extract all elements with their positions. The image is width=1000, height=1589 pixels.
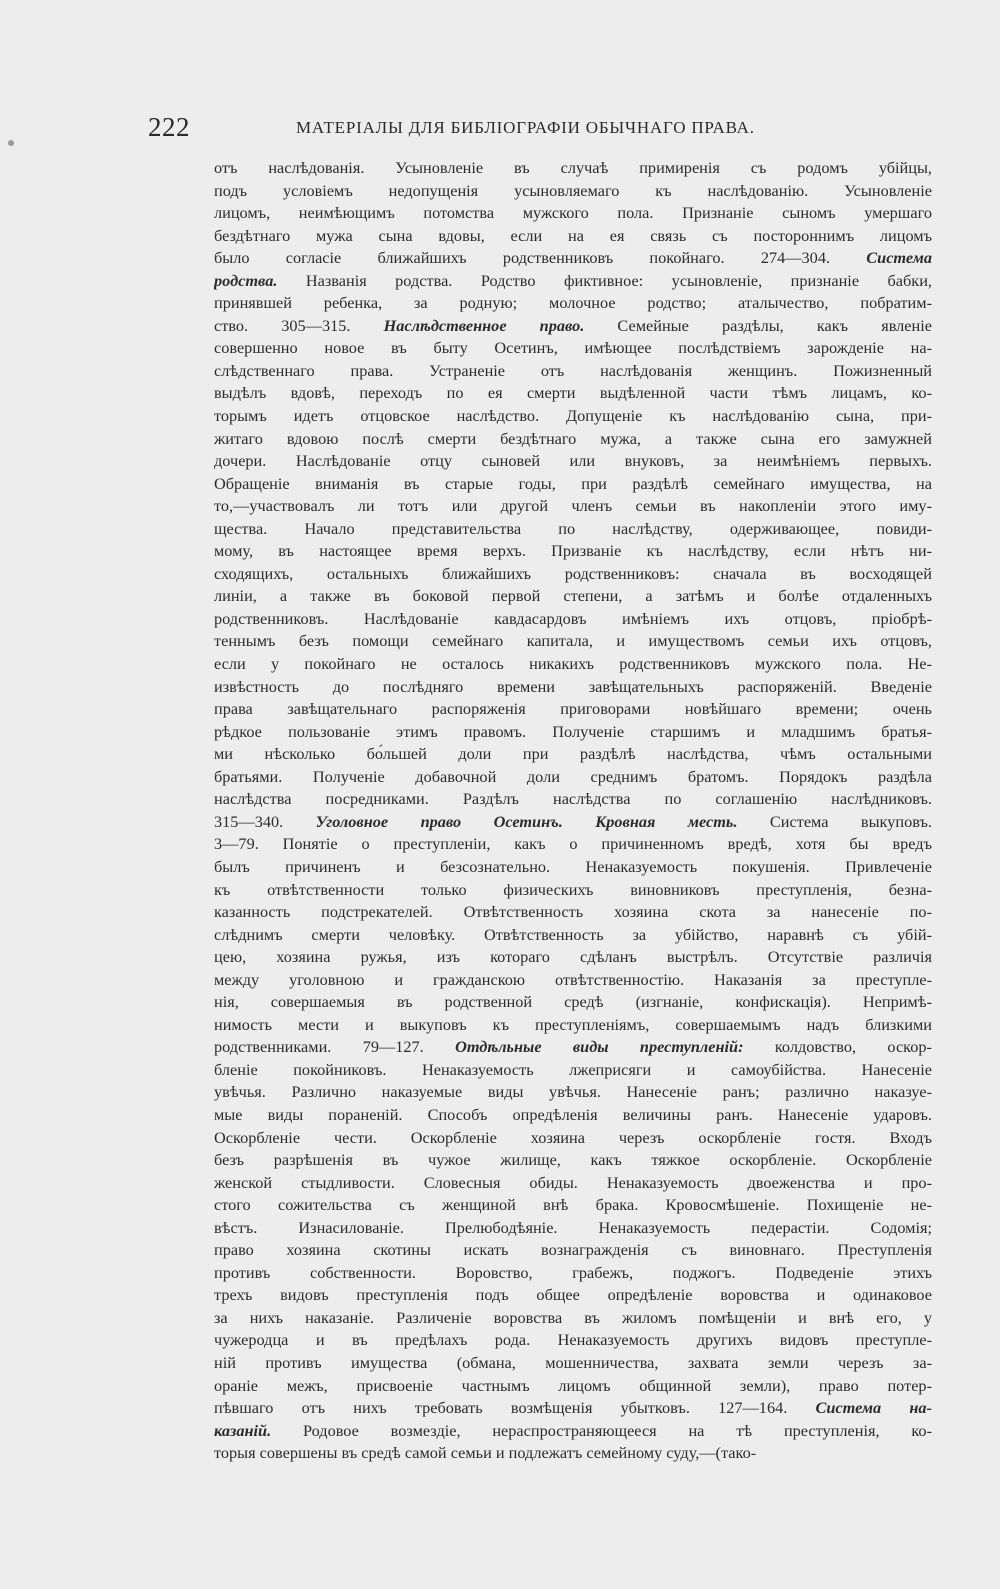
text-line: мые виды пораненій. Способъ опредѣленія величины ранъ. Нанесеніе ударовъ. — [214, 1104, 932, 1124]
text-line: увѣчья. Различно наказуемые виды увѣчья. Нанесеніе ранъ; различно наказуе- — [214, 1082, 932, 1102]
text-line: право хозяина скотины искать вознагражденія съ виновнаго. Преступленія — [214, 1240, 932, 1260]
text-line: торымъ идетъ отцовское наслѣдство. Допущеніе къ наслѣдованію сына, при- — [214, 406, 932, 426]
text-span: Родовое возмездіе, нераспространяющееся на тѣ преступленія, ко- — [271, 1420, 932, 1440]
text-line: права завѣщательнаго распоряженія приговорами новѣйшаго времени; очень — [214, 699, 932, 719]
text-line — [214, 1420, 932, 1443]
text-line: выдѣлъ вдовѣ, переходъ по ея смерти выдѣленной части тѣмъ лицамъ, ко- — [214, 383, 932, 403]
text-line: за нихъ наказаніе. Различеніе воровства въ жиломъ помѣщеніи и внѣ его, у — [214, 1307, 932, 1327]
text-line: ній противъ имущества (обмана, мошенничества, захвата земли черезъ за- — [214, 1352, 932, 1372]
text-span: Названія родства. Родство фиктивное: усыновленіе, признаніе бабки, — [277, 270, 932, 290]
text-line — [214, 247, 932, 270]
text-span: ство. 305—315. — [214, 315, 384, 335]
text-line: Оскорбленіе чести. Оскорбленіе хозяина черезъ оскорбленіе гостя. Входъ — [214, 1127, 932, 1147]
italic-heading: казаній. — [214, 1420, 272, 1440]
italic-heading: Уголовное право Осетинъ. Кровная месть. — [315, 811, 738, 831]
text-line — [214, 1397, 932, 1420]
text-line: теннымъ безъ помощи семейнаго капитала, и имуществомъ семьи ихъ отцовъ, — [214, 631, 932, 651]
margin-dot-mark — [8, 140, 14, 146]
text-line: отъ наслѣдованія. Усыновленіе въ случаѣ примиренія съ родомъ убійцы, — [214, 158, 932, 177]
text-line: Обращеніе вниманія въ старые годы, при раздѣлѣ семейнаго имущества, на — [214, 473, 932, 493]
text-line: трехъ видовъ преступленія подъ общее опредѣленіе воровства и одинаковое — [214, 1285, 932, 1305]
body-text — [214, 157, 932, 1465]
text-line: совершенно новое въ быту Осетинъ, имѣющее послѣдствіемъ зарожденіе на- — [214, 338, 932, 358]
text-line — [214, 1036, 932, 1059]
text-line: ми нѣсколько бо́льшей доли при раздѣлѣ наслѣдства, чѣмъ остальными — [214, 744, 932, 764]
text-line: нимость мести и выкуповъ къ преступленіямъ, совершаемымъ надъ близкими — [214, 1014, 932, 1034]
text-line: то,—участвовалъ ли тотъ или другой членъ семьи въ накопленіи этого иму- — [214, 496, 932, 516]
text-line: стого сожительства съ женщиной внѣ брака. Кровосмѣшеніе. Похищеніе не- — [214, 1195, 932, 1215]
text-line: 3—79. Понятіе о преступленіи, какъ о причиненномъ вредѣ, хотя бы вредъ — [214, 834, 932, 854]
text-line: цею, хозяина ружья, изъ котораго сдѣланъ выстрѣлъ. Отсутствіе различія — [214, 947, 932, 967]
text-line: противъ собственности. Воровство, грабежъ, поджогъ. Подведеніе этихъ — [214, 1262, 932, 1282]
text-line: подъ условіемъ недопущенія усыновляемаго къ наслѣдованію. Усыновленіе — [214, 180, 932, 200]
text-line: принявшей ребенка, за родную; молочное родство; аталычество, побратим- — [214, 293, 932, 313]
italic-heading: Отдѣльные виды преступленій: — [455, 1037, 744, 1057]
text-span: родственниками. 79—127. — [214, 1037, 456, 1057]
text-line: нія, совершаемыя въ родственной средѣ (изгнаніе, конфискація). Непримѣ- — [214, 992, 932, 1012]
text-line: казанность подстрекателей. Отвѣтственность хозяина скота за нанесеніе по- — [214, 902, 932, 922]
text-line: извѣстность до послѣдняго времени завѣщательныхъ распоряженій. Введеніе — [214, 676, 932, 696]
text-line: житаго вдовою послѣ смерти бездѣтнаго мужа, а также сына его замужней — [214, 428, 932, 448]
italic-heading: Система на- — [815, 1398, 932, 1418]
text-line: линіи, а также въ боковой первой степени, а затѣмъ и болѣе отдаленныхъ — [214, 586, 932, 606]
text-span: Семейные раздѣлы, какъ явленіе — [584, 315, 932, 335]
text-line: слѣднимъ смерти человѣку. Отвѣтственность за убійство, наравнѣ съ убій- — [214, 924, 932, 944]
text-line: чужеродца и въ предѣлахъ рода. Ненаказуемость другихъ видовъ преступле- — [214, 1330, 932, 1350]
text-line: братьями. Полученіе добавочной доли среднимъ братомъ. Порядокъ раздѣла — [214, 766, 932, 786]
text-line: мому, въ настоящее время верхъ. Призваніе къ наслѣдству, если нѣтъ ни- — [214, 541, 932, 561]
text-line — [214, 811, 932, 834]
text-span: колдовство, оскор- — [743, 1037, 932, 1057]
text-line: торыя совершены въ средѣ самой семьи и подлежатъ семейному суду,—(тако- — [214, 1443, 757, 1463]
text-line: слѣдственнаго права. Устраненіе отъ наслѣдованія женщинъ. Пожизненный — [214, 360, 932, 380]
text-line: безъ разрѣшенія въ чужое жилище, какъ тяжкое оскорбленіе. Оскорбленіе — [214, 1150, 932, 1170]
text-line: бездѣтнаго мужа сына вдовы, если на ея связь съ постороннимъ лицомъ — [214, 225, 932, 245]
text-span: 315—340. — [214, 811, 316, 831]
text-line: вѣстъ. Изнасилованіе. Прелюбодѣяніе. Ненаказуемость педерастіи. Содомія; — [214, 1217, 932, 1237]
text-line: между уголовною и гражданскою отвѣтственностію. Наказанія за преступле- — [214, 969, 932, 989]
text-line: ораніе межъ, присвоеніе частнымъ лицомъ общинной земли), право потер- — [214, 1375, 932, 1395]
text-span: было согласіе ближайшихъ родственниковъ покойнаго. 274—304. — [214, 248, 867, 268]
text-line: лицомъ, неимѣющимъ потомства мужского пола. Признаніе сыномъ умершаго — [214, 203, 932, 223]
text-line: родственниковъ. Наслѣдованіе кавдасардовъ имѣніемъ ихъ отцовъ, пріобрѣ- — [214, 608, 932, 628]
italic-heading: Система — [866, 248, 932, 268]
text-line — [214, 270, 932, 293]
text-line: наслѣдства посредниками. Раздѣлъ наслѣдства по соглашенію наслѣдниковъ. — [214, 789, 932, 809]
page-number: 222 — [148, 112, 190, 142]
text-line: дочери. Наслѣдованіе отцу сыновей или внуковъ, за неимѣніемъ первыхъ. — [214, 451, 932, 471]
text-line: былъ причиненъ и безсознательно. Ненаказуемость покушенія. Привлеченіе — [214, 856, 932, 876]
text-line: если у покойнаго не осталось никакихъ родственниковъ мужского пола. Не- — [214, 654, 932, 674]
text-line: къ отвѣтственности только физическихъ виновниковъ преступленія, безна- — [214, 879, 932, 899]
text-line: рѣдкое пользованіе этимъ правомъ. Полученіе старшимъ и младшимъ братья- — [214, 721, 932, 741]
text-span: Система выкуповъ. — [737, 811, 932, 831]
text-line: сходящихъ, остальныхъ ближайшихъ родственниковъ: сначала въ восходящей — [214, 563, 932, 583]
text-span: пѣвшаго отъ нихъ требовать возмѣщенія убытковъ. 127—164. — [214, 1398, 816, 1418]
running-title: МАТЕРІАЛЫ ДЛЯ БИБЛІОГРАФІИ ОБЫЧНАГО ПРАВА. — [296, 118, 755, 137]
italic-heading: родства. — [214, 270, 278, 290]
text-line — [214, 315, 932, 338]
text-line: щества. Начало представительства по наслѣдству, одерживающее, повиди- — [214, 518, 932, 538]
text-line: женской стыдливости. Словесныя обиды. Ненаказуемость двоеженства и про- — [214, 1172, 932, 1192]
text-line: бленіе покойниковъ. Ненаказуемость лжеприсяги и самоубійства. Нанесеніе — [214, 1059, 932, 1079]
italic-heading: Наслѣдственное право. — [383, 315, 585, 335]
